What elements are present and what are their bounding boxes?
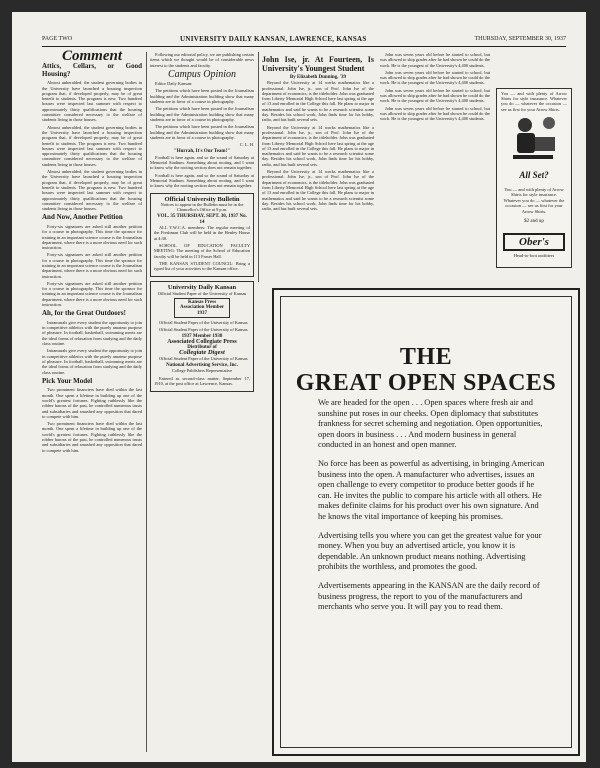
feature-headline: John Ise, jr. At Fourteen, Is University's Youngest Student <box>262 55 374 73</box>
official-bulletin <box>150 193 254 278</box>
ad-representative: National Advertising Service, Inc. <box>166 362 238 368</box>
staff-listing: Official Student Paper of the University of Kansas <box>159 319 248 325</box>
comment-item-title: Attics, Cellars, or Good Housing? <box>42 62 142 78</box>
comment-column <box>42 48 142 455</box>
comment-item-title: Pick Your Model <box>42 376 93 385</box>
bulletin-volume: VOL. 35 THURSDAY, SEPT. 30, 1937 No. 14 <box>157 214 247 225</box>
feature-continued: John was seven years old before he started to school, but was allowed to skip grades after he had shown he could do the work. He is the youngest of the University's 4,400 students. <box>380 69 490 86</box>
second-letter-body: Football is here again, and so the sound of Saturday at Memorial Stadium. Something about rooting, and I want to know why the rooting section does not remain together. <box>150 172 254 189</box>
staff-paper-name: University Daily Kansan <box>167 284 237 292</box>
comment-item-body: Forty-six signatures are asked still another petition for a course in photography. This time the sponsor for training in an important science course is the Journalism department, where there is a more obvious need for such instruction. <box>42 252 142 279</box>
column-rule <box>146 52 147 752</box>
opinion-intro: Following our editorial policy, we are publishing certain items which we thought would be of considerable news interest to the students and faculty. <box>150 52 254 68</box>
feature-column-1 <box>262 52 374 213</box>
comment-heading: Comment <box>61 48 122 64</box>
comment-item-body: Almost unheralded, the student governing bodies in the University have launched a housing inspection program that, if developed properly, may be of great benefit to students. The program is new. Two hundred houses were inspected last summer with respect to approximately thirty qualifications that the housing committee considered necessary to the welfare of students living in those houses. <box>42 80 142 123</box>
obers-ad <box>496 88 572 268</box>
paper-title: UNIVERSITY DAILY KANSAN, LAWRENCE, KANSAS <box>180 35 367 43</box>
ad-paragraph: We are headed for the open . . . Open spaces where fresh air and sunshine put roses in our cheeks. Open diplomacy that substitutes frankness for secret scheming and negotiation. Open opportunities, open doors in business . . . And modern business in general conducted in an honest and open manner. <box>318 398 543 450</box>
obers-logo: Ober's <box>503 233 565 251</box>
comment-item-body: Two prominent financiers have died within the last month. One spent a lifetime in building up one of the world's greatest fortunes. Fighting ruthlessly like the robber barons of the past, he controlled numerous trusts and subsidiaries and smashed any opposition that dared to compete with him. <box>42 421 142 453</box>
obers-tagline: Head-to-foot outfitters <box>513 253 555 258</box>
bulletin-title: Official University Bulletin <box>164 195 240 203</box>
letter-body: The petitions which have been posted in the Journalism building and the Administration building show that many students are in favor of a course in photography. <box>150 124 254 140</box>
feature-body: Beyond the University at 14 works mathematics like a professional. John Ise, jr., son of Prof. John Ise of the department of economics, is the titleholder. John was graduated from Liberty Memorial High School here last spring at the age of 13 and enrolled in the College this fall. He plans to major in mathematics and said he wants to be a research scientist some day. Besides his school work, John finds time for his hobby, radio, and has built several sets. <box>262 169 374 212</box>
ad-body <box>318 398 548 621</box>
ad-paragraph: Advertising tells you where you can get the greatest value for your money. When you buy an advertised article, you know it is dependable. An unknown product means nothing. Advertising prohibits the worthless, and promotes the good. <box>318 530 542 572</box>
newspaper-page <box>12 12 586 762</box>
comment-item-title: Ah, for the Great Outdoors! <box>42 309 126 318</box>
second-letter-body: Football is here again, and so the sound of Saturday at Memorial Stadium. Something about rooting, and I want to know why the rooting section does not remain together. <box>150 154 254 171</box>
postal-notice: Entered as second-class matter, September 17, 1910, at the post office at Lawrence, Kansas. <box>154 375 250 386</box>
feature-continued: John was seven years old before he started to school, but was allowed to skip grades after he had shown he could do the work. He is the youngest of the University's 4,400 students. <box>380 52 490 68</box>
comment-item-body: Two prominent financiers have died within the last month. One spent a lifetime in building up one of the world's greatest fortunes. Fighting ruthlessly like the robber barons of the past, he controlled numerous trusts and subsidiaries and smashed any opposition that dared to compete with him. <box>42 387 142 419</box>
ad-paragraph: Advertisements appearing in the KANSAN are the daily record of business progress, the report to you of the manufacturers and merchants who serve you. It will pay you to read them. <box>318 580 540 612</box>
associated-collegiate-press: Associated Collegiate Press <box>167 338 237 345</box>
staff-box <box>150 281 254 392</box>
page-number: PAGE TWO <box>42 36 73 42</box>
ad-kicker: THE <box>399 344 453 370</box>
comment-item-title: And Now, Another Petition <box>42 213 123 222</box>
comment-item-body: Almost unheralded, the student governing bodies in the University have launched a housing inspection program that, if developed properly, may be of great benefit to students. The program is new. Two hundred houses were inspected last summer with respect to approximately thirty qualifications that the housing committee considered necessary to the welfare of students living in those houses. <box>42 169 142 212</box>
issue-date: THURSDAY, SEPTEMBER 30, 1937 <box>474 36 566 42</box>
feature-column-2 <box>380 52 490 124</box>
press-association-logo: Kansas Press Association Member 1937 <box>174 298 230 318</box>
feature-body: Beyond the University at 14 works mathematics like a professional. John Ise, jr., son of Prof. John Ise of the department of economics, is the titleholder. John was graduated from Liberty Memorial High School here last spring at the age of 13 and enrolled in the College this fall. He plans to major in mathematics and said he wants to be a research scientist some day. Besides his school work, John finds time for his hobby, radio, and has built several sets. <box>262 124 374 167</box>
feature-continued: John was seven years old before he started to school, but was allowed to skip grades after he had shown he could do the work. He is the youngest of the University's 4,400 students. <box>380 87 490 104</box>
distributor-label: Distributor of <box>187 345 217 351</box>
ad-representative-line: College Publishers Representative <box>171 368 233 374</box>
letter-salutation: Editor Daily Kansan: <box>155 81 193 87</box>
comment-item-body: Intramurals give every student the opportunity to join in competitive athletics with the purely amateur purpose of pleasure. In football, basketball, swimming meets are the ideal forms of relaxation from studying and the daily class routine. <box>42 348 142 375</box>
opinion-column <box>150 52 254 396</box>
bulletin-notice: SCHOOL OF EDUCATION FACULTY MEETING: The meeting of the School of Education faculty will be held in 113 Fraser Hall. <box>154 242 250 259</box>
comment-item-body: Forty-six signatures are asked still another petition for a course in photography. This time the sponsor for training in an important science course is the Journalism department, where there is a more obvious need for such instruction. <box>42 223 142 251</box>
comment-item <box>42 214 142 307</box>
second-letter-title: "Hurrah, It's Our Team!" <box>173 149 231 155</box>
obers-ad-top-copy: You — and with plenty of Arrow Shirts for style insurance. Whatever you do — whatever the occasion — see us first for your Arrow Shirts. <box>501 91 567 112</box>
letter-body: The petitions which have been posted in the Journalism building and the Administration building show that many students are in favor of a course in photography. <box>150 106 254 122</box>
column-rule <box>258 52 259 282</box>
ad-paragraph: No force has been as powerful as advertising, in bringing American business into the open. A manufacturer who advertises, issues an open challenge to every competitor to produce better goods if he can. He invites the public to compare his article with all others. He makes definite claims for his product over his own signature. And he knows the vital importance of keeping his promises. <box>318 458 545 521</box>
letter-body: The petitions which have been posted in the Journalism building and the Administration building show that many students are in favor of a course in photography. <box>150 88 254 105</box>
student-illustration <box>505 111 563 167</box>
obers-caption: All Set? <box>519 170 549 180</box>
comment-item <box>42 310 142 374</box>
feature-continued: John was seven years old before he started to school, but was allowed to skip grades after he had shown he could do the work. He is the youngest of the University's 4,400 students. <box>380 105 490 122</box>
staff-description: Official Student Paper of the University of Kansas <box>157 290 247 296</box>
staff-listing: Official Student Paper of the University of Kansas <box>159 355 248 361</box>
obers-price: $2 and up <box>524 219 544 224</box>
comment-item-body: Intramurals give every student the opportunity to join in competitive athletics with the purely amateur purpose of pleasure. In football, basketball, swimming meets are the ideal forms of relaxation from studying and the daily class routine. <box>42 319 142 347</box>
comment-item <box>42 63 142 211</box>
letter-signature: C. L. H. <box>239 142 254 148</box>
feature-body: Beyond the University at 14 works mathematics like a professional. John Ise, jr., son of Prof. John Ise of the department of economics, is the titleholder. John was graduated from Liberty Memorial High School here last spring at the age of 13 and enrolled in the College this fall. He plans to major in mathematics and said he wants to be a research scientist some day. Besides his school work, John finds time for his hobby, radio, and has built several sets. <box>262 80 374 123</box>
great-open-spaces-ad <box>272 288 580 756</box>
staff-listing: Official Student Paper of the University of Kansas <box>159 327 248 333</box>
collegiate-member-years: 1937 Member 1938 <box>181 334 223 340</box>
campus-opinion-heading: Campus Opinion <box>167 68 237 80</box>
comment-item-body: Forty-six signatures are asked still another petition for a course in photography. This time the sponsor for training in an important science course is the Journalism department, where there is a more obvious need for such instruction. <box>42 280 142 308</box>
feature-byline: By Elizabeth Dunning, '39 <box>289 75 347 80</box>
masthead <box>42 32 566 47</box>
obers-copy: You — and with plenty of Arrow Shirts for style insurance. Whatever you do — whatever the occasion — see us first for your Arrow Shirts. <box>503 187 565 214</box>
bulletin-notice: ALL Y.W.C.A. members: The regular meeting of the Freshman Club will be held in the Henley House at 4:30. <box>154 225 250 241</box>
ad-headline-text: GREAT OPEN SPACES <box>295 370 557 396</box>
bulletin-subtitle: Notices to appear in the Bulletin must be in the Chancellor's Office at 9 p.m. <box>160 201 244 213</box>
comment-item <box>42 378 142 453</box>
collegiate-digest: Collegiate Digest <box>179 349 225 357</box>
bulletin-notice: THE KANSAN STUDENT COUNCIL: Bring a typed list of your activities to the Kansan office. <box>154 260 250 272</box>
comment-item-body: Almost unheralded, the student governing bodies in the University have launched a housing inspection program that, if developed properly, may be of great benefit to students. The program is new. Two hundred houses were inspected last summer with respect to approximately thirty qualifications that the housing committee considered necessary to the welfare of students living in those houses. <box>42 124 142 167</box>
